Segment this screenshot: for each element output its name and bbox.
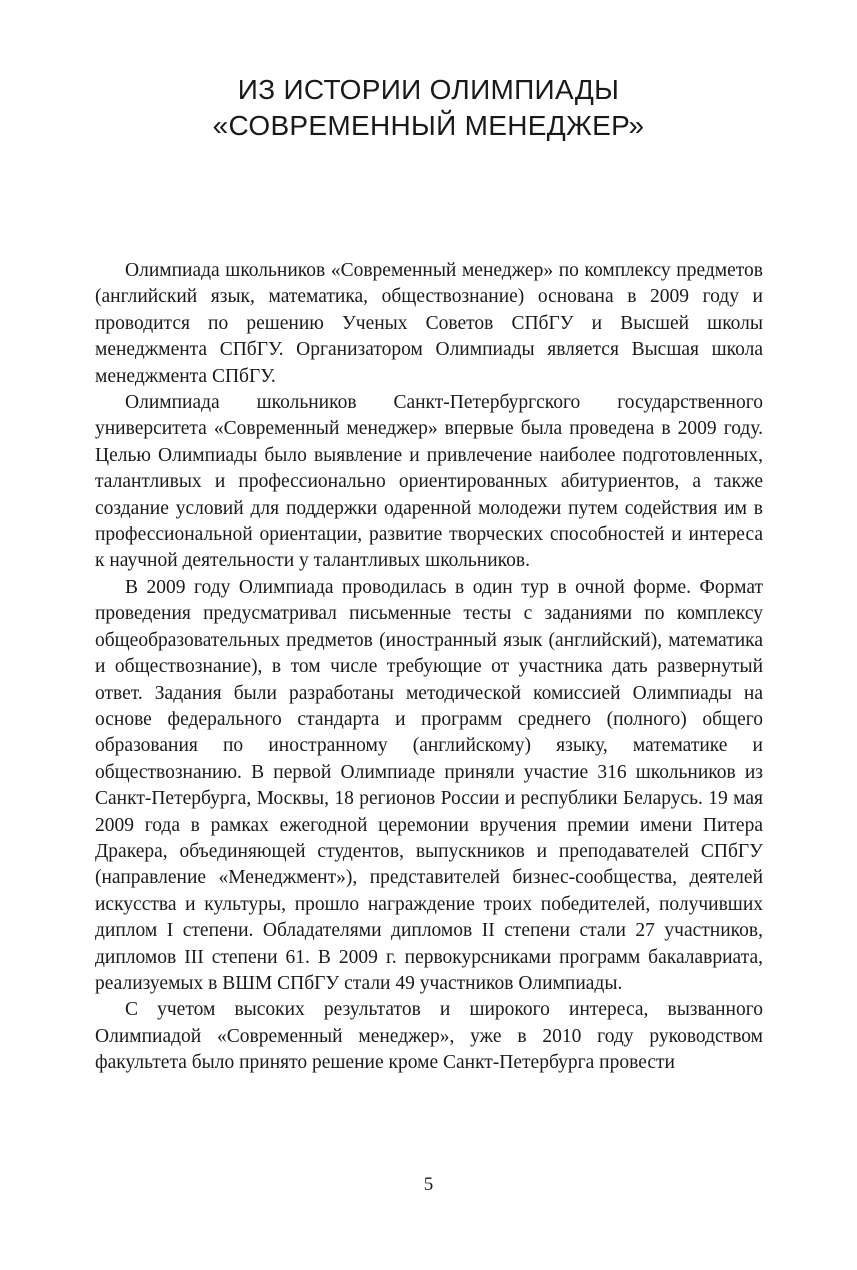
body-text [95, 258, 763, 1077]
paragraph-3: В 2009 году Олимпиада проводилась в один тур в очной форме. Формат проведения предусматривал письменные тесты с заданиями по комплексу общеобразовательных предметов (иностранный язык (английский), математика и обществознание), в том числе требующие от участника дать развернутый ответ. Задания были разработаны методической комиссией Олимпиады на основе федерального стандарта и программ среднего (полного) общего образования по иностранному (английскому) языку, математике и обществознанию. В первой Олимпиаде приняли участие 316 школьников из Санкт-Петербурга, Москвы, 18 регионов России и республики Беларусь. 19 мая 2009 года в рамках ежегодной церемонии вручения премии имени Питера Дракера, объединяющей студентов, выпускников и преподавателей СПбГУ (направление «Менеджмент»), представителей бизнес-сообщества, деятелей искусства и культуры, прошло награждение троих победителей, получивших диплом I степени. Обладателями дипломов II степени стали 27 участников, дипломов III степени 61. В 2009 г. первокурсниками программ бакалавриата, реализуемых в ВШМ СПбГУ стали 49 участников Олимпиады. [95, 576, 763, 994]
paragraph-2: Олимпиада школьников Санкт-Петербургского государственного университета «Современный менеджер» впервые была проведена в 2009 году. Целью Олимпиады было выявление и привлечение наиболее подготовленных, талантливых и профессионально ориентированных абитуриентов, а также создание условий для поддержки одаренной молодежи путем содействия им в профессиональной ориентации, развитие творческих способностей и интереса к научной деятельности у талантливых школьников. [95, 392, 763, 572]
paragraph-1: Олимпиада школьников «Современный менеджер» по комплексу предметов (английский язык, математика, обществознание) основана в 2009 году и проводится по решению Ученых Советов СПбГУ и Высшей школы менеджмента СПбГУ. Организатором Олимпиады является Высшая школа менеджмента СПбГУ. [95, 260, 763, 387]
chapter-title-line-2: «СОВРЕМЕННЫЙ МЕНЕДЖЕР» [212, 110, 645, 141]
page-number: 5 [423, 1174, 434, 1195]
paragraph-4: С учетом высоких результатов и широкого интереса, вызванного Олимпиадой «Современный менеджер», уже в 2010 году руководством факультета было принято решение кроме Санкт-Петербурга провести [95, 999, 763, 1074]
chapter-title [0, 72, 857, 144]
chapter-title-line-1: ИЗ ИСТОРИИ ОЛИМПИАДЫ [237, 74, 620, 105]
